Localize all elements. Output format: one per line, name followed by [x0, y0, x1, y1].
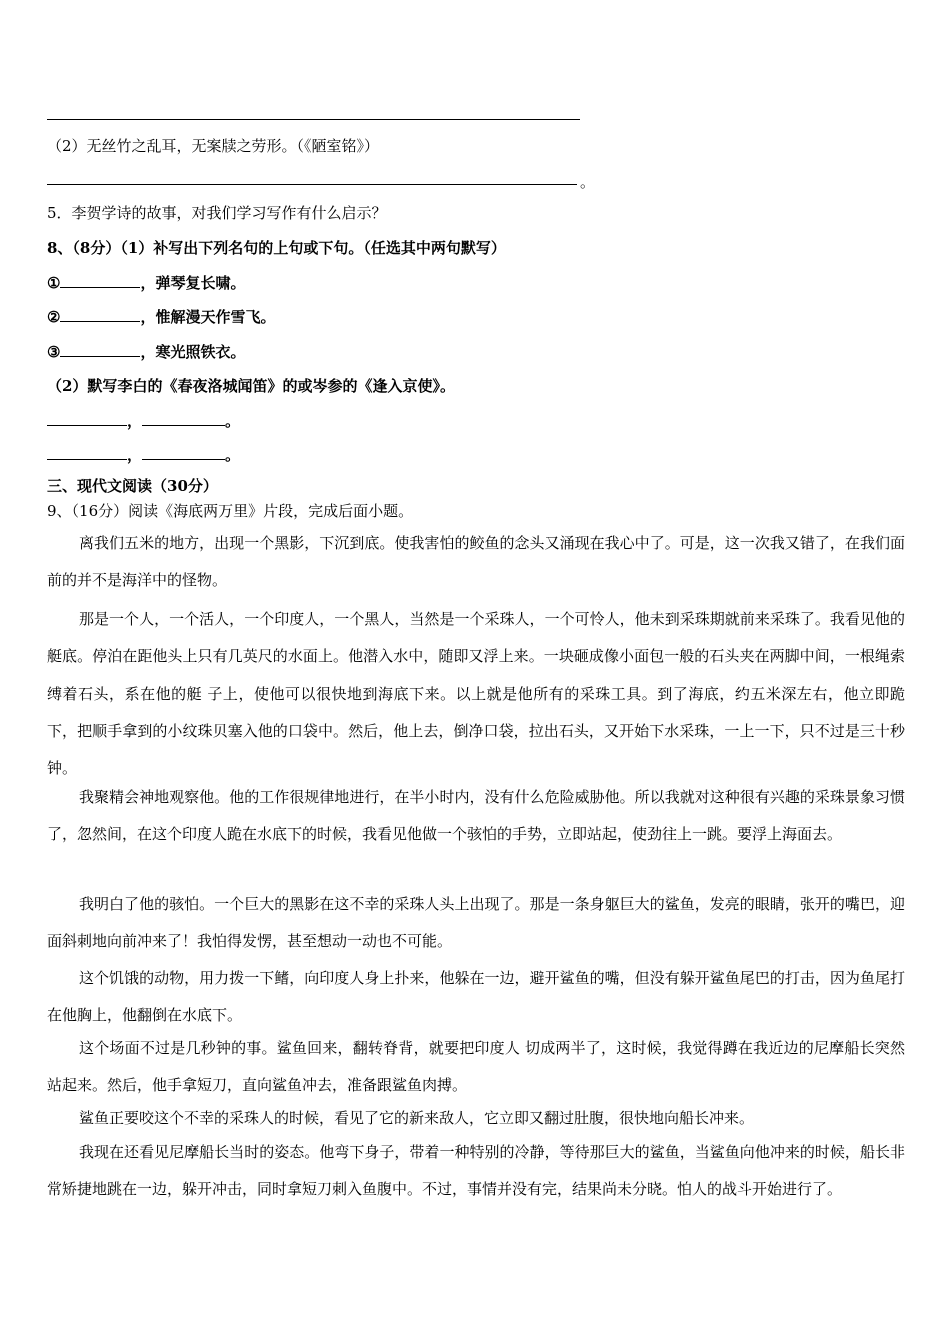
- item-text: ，惟解漫天作雪飞。: [140, 308, 276, 326]
- q8-item-2: [47, 306, 275, 327]
- fill-blank[interactable]: [142, 444, 225, 460]
- comma: ，: [127, 446, 143, 464]
- passage-paragraph-4: 我明白了他的骇怕。一个巨大的黑影在这不幸的采珠人头上出现了。那是一条身躯巨大的鲨鱼，发亮的眼睛，张开的嘴巴，迎面斜刺地向前冲来了！我怕得发愣，甚至想动一动也不可能。: [47, 895, 905, 951]
- period: 。: [225, 446, 241, 464]
- question-8-title: 8、（8分）（1）补写出下列名句的上句或下句。（任选其中两句默写）: [47, 239, 506, 257]
- passage-paragraph-8: 我现在还看见尼摩船长当时的姿态。他弯下身子，带着一种特别的冷静，等待那巨大的鲨鱼，当鲨鱼向他冲来的时候，船长非常矫捷地跳在一边，躲开冲击，同时拿短刀刺入鱼腹中。不过，事情并没有完，结果尚未分晓。怕人的战斗开始进行了。: [47, 1143, 905, 1199]
- item-number: ③: [47, 343, 61, 361]
- fill-blank[interactable]: [60, 341, 140, 357]
- passage-paragraph-7: 鲨鱼正要咬这个不幸的采珠人的时候，看见了它的新来敌人，它立即又翻过肚腹，很快地向船长冲来。: [79, 1109, 755, 1127]
- item-number: ②: [47, 308, 61, 326]
- q8-blank-line-1: [47, 410, 240, 431]
- question-9: 9、（16分）阅读《海底两万里》片段，完成后面小题。: [47, 502, 414, 520]
- passage-paragraph-6: 这个场面不过是几秒钟的事。鲨鱼回来，翻转脊背，就要把印度人 切成两半了，这时候，我觉得蹲在我近边的尼摩船长突然站起来。然后，他手拿短刀，直向鲨鱼冲去，准备跟鲨鱼肉搏。: [47, 1039, 905, 1095]
- fill-blank[interactable]: [60, 272, 140, 288]
- item-text: ，弹琴复长啸。: [140, 274, 246, 292]
- fill-blank[interactable]: [47, 410, 127, 426]
- answer-line: [47, 184, 577, 185]
- section-3-heading: 三、现代文阅读（30分）: [47, 477, 218, 495]
- q8-blank-line-2: [47, 444, 240, 465]
- q4-part2: （2）无丝竹之乱耳，无案牍之劳形。（《陋室铭》）: [47, 137, 380, 155]
- item-text: ，寒光照铁衣。: [140, 343, 246, 361]
- fill-blank[interactable]: [60, 306, 140, 322]
- answer-line-period: 。: [580, 173, 596, 191]
- question-5: 5．李贺学诗的故事，对我们学习写作有什么启示？: [47, 204, 387, 222]
- comma: ，: [127, 412, 143, 430]
- item-number: ①: [47, 274, 61, 292]
- q8-part2: （2）默写李白的《春夜洛城闻笛》的或岑参的《逢入京使》。: [47, 377, 455, 395]
- fill-blank[interactable]: [47, 444, 127, 460]
- fill-blank[interactable]: [142, 410, 225, 426]
- q8-item-3: [47, 341, 245, 362]
- passage-paragraph-1: 离我们五米的地方，出现一个黑影，下沉到底。使我害怕的鲛鱼的念头又涌现在我心中了。可是，这一次我又错了，在我们面前的并不是海洋中的怪物。: [47, 534, 905, 590]
- passage-paragraph-5: 这个饥饿的动物，用力拨一下鳍，向印度人身上扑来，他躲在一边，避开鲨鱼的嘴，但没有躲开鲨鱼尾巴的打击，因为鱼尾打在他胸上，他翻倒在水底下。: [47, 969, 905, 1025]
- passage-paragraph-3: 我聚精会神地观察他。他的工作很规律地进行，在半小时内，没有什么危险威胁他。所以我就对这种很有兴趣的采珠景象习惯了，忽然间，在这个印度人跪在水底下的时候，我看见他做一个骇怕的手势，立即站起，使劲往上一跳。要浮上海面去。: [47, 788, 905, 844]
- passage-paragraph-2: 那是一个人，一个活人，一个印度人，一个黑人，当然是一个采珠人，一个可怜人，他未到采珠期就前来采珠了。我看见他的艇底。停泊在距他头上只有几英尺的水面上。他潜入水中，随即又浮上来。一块砸成像小面包一般的石头夹在两脚中间，一根绳索缚着石头，系在他的艇 子上，使他可以很快地到海底下来。以上就是他所有的采珠工具。到了海底，约五米深左右，他立即跪下，把顺手拿到的小纹珠贝塞入他的口袋中。然后，他上去，倒净口袋，拉出石头，又开始下水采珠，一上一下，只不过是三十秒钟。: [47, 610, 905, 778]
- answer-line: [47, 119, 580, 120]
- q8-item-1: [47, 272, 245, 293]
- period: 。: [225, 412, 241, 430]
